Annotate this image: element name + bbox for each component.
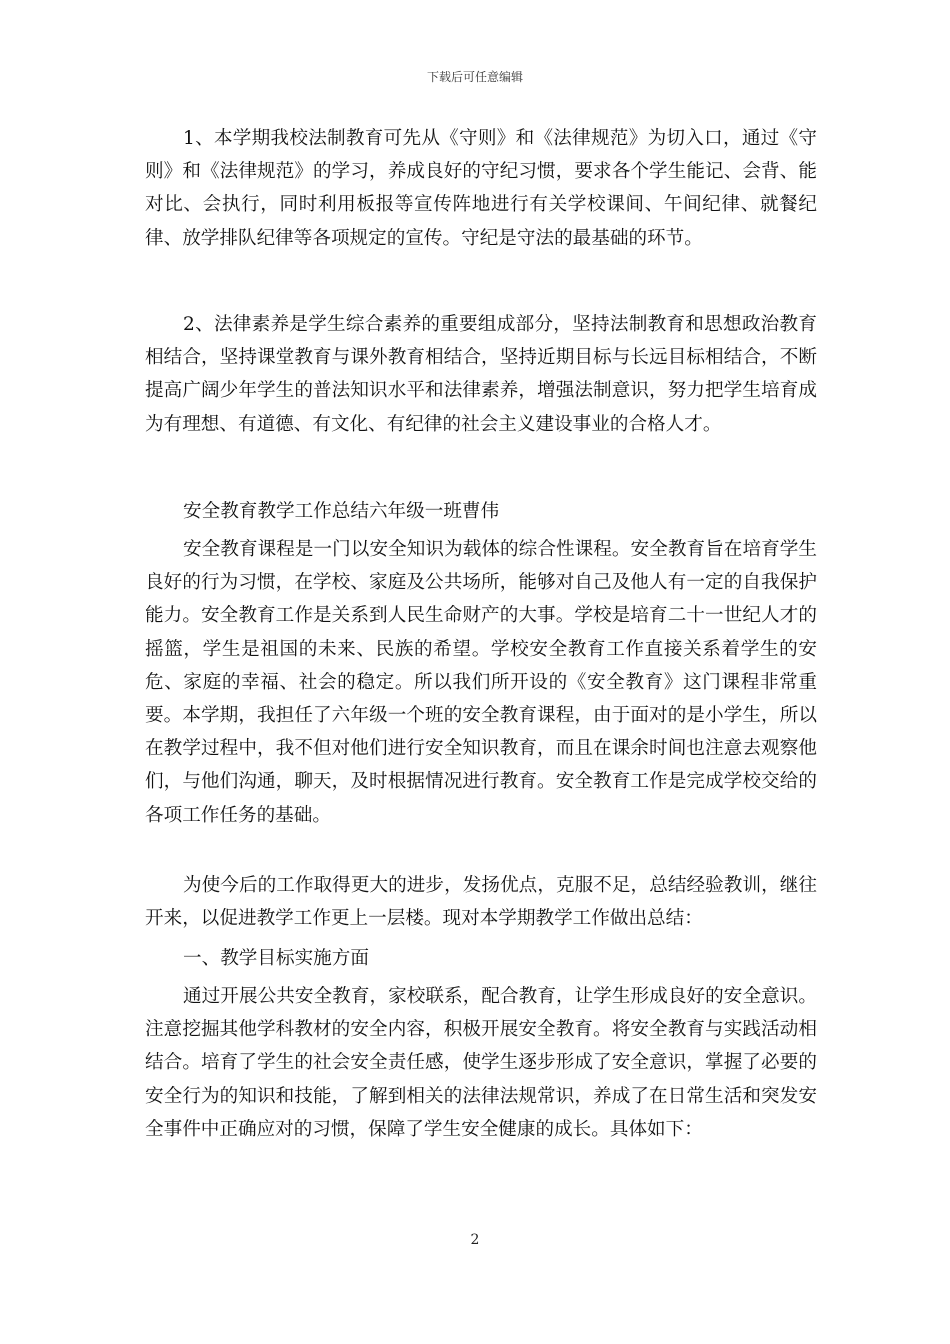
page-header: 下载后可任意编辑 xyxy=(426,70,523,84)
paragraph-3: 安全教育课程是一门以安全知识为载体的综合性课程。安全教育旨在培育学生良好的行为习惯，在学校、家庭及公共场所，能够对自己及他人有一定的自我保护能力。安全教育工作是关系到人民生命财产的大事。学校是培育二十一世纪人才的摇篮，学生是祖国的未来、民族的希望。学校安全教育工作直接关系着学生的安危、家庭的幸福、社会的稳定。所以我们所开设的《安全教育》这门课程非常重要。本学期，我担任了六年级一个班的安全教育课程，由于面对的是小学生，所以在教学过程中，我不但对他们进行安全知识教育，而且在课余时间也注意去观察他们，与他们沟通，聊天，及时根据情况进行教育。安全教育工作是完成学校交给的各项工作任务的基础。 xyxy=(145,539,817,826)
paragraph-1: 1、本学期我校法制教育可先从《守则》和《法律规范》为切入口，通过《守则》和《法律规范》的学习，养成良好的守纪习惯，要求各个学生能记、会背、能对比、会执行，同时利用板报等宣传阵地进行有关学校课间、午间纪律、就餐纪律、放学排队纪律等各项规定的宣传。守纪是守法的最基础的环节。 xyxy=(145,128,817,249)
paragraph-4: 为使今后的工作取得更大的进步，发扬优点，克服不足，总结经验教训，继往开来，以促进教学工作更上一层楼。现对本学期教学工作做出总结： xyxy=(145,875,817,930)
paragraph-5: 通过开展公共安全教育，家校联系，配合教育，让学生形成良好的安全意识。注意挖掘其他学科教材的安全内容，积极开展安全教育。将安全教育与实践活动相结合。培育了学生的社会安全责任感，使学生逐步形成了安全意识，掌握了必要的安全行为的知识和技能，了解到相关的法律法规常识，养成了在日常生活和突发安全事件中正确应对的习惯，保障了学生安全健康的成长。具体如下： xyxy=(145,986,817,1140)
paragraph-2: 2、法律素养是学生综合素养的重要组成部分，坚持法制教育和思想政治教育相结合，坚持课堂教育与课外教育相结合，坚持近期目标与长远目标相结合，不断提高广阔少年学生的普法知识水平和法律素养，增强法制意识，努力把学生培育成为有理想、有道德、有文化、有纪律的社会主义建设事业的合格人才。 xyxy=(145,314,817,435)
subheading: 一、教学目标实施方面 xyxy=(183,948,369,969)
section-title: 安全教育教学工作总结六年级一班曹伟 xyxy=(183,501,500,522)
page-number: 2 xyxy=(470,1232,480,1248)
